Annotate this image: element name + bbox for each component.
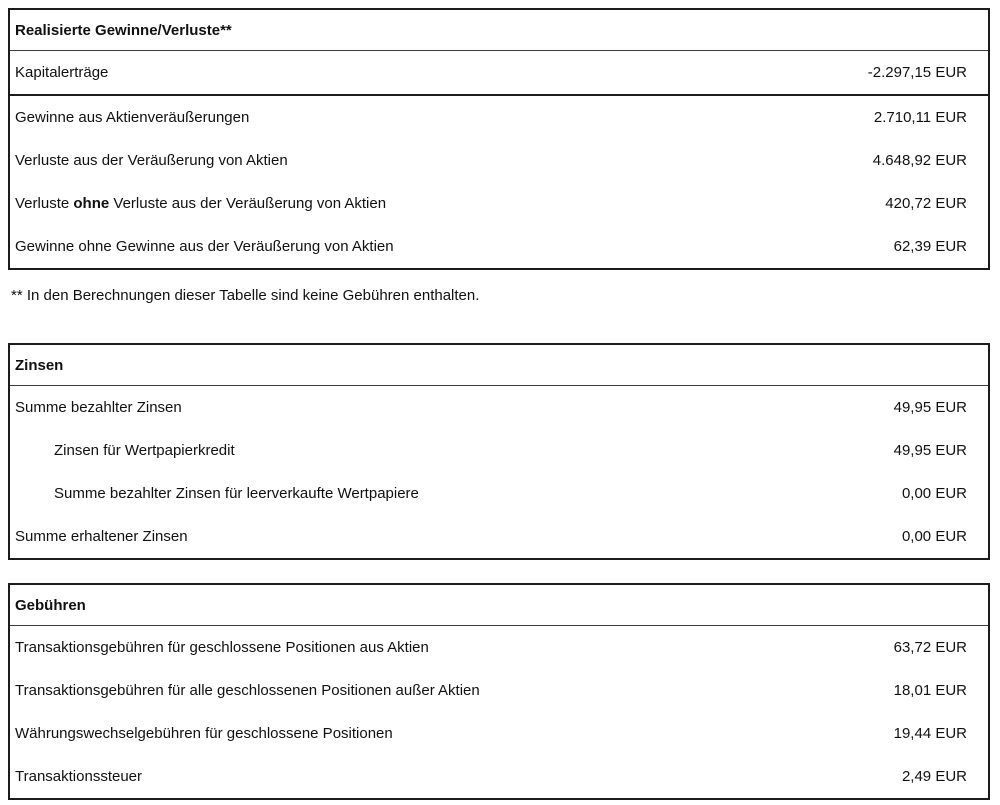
table-row-waehrungswechselgebuehren [9, 712, 989, 755]
row-label: Transaktionssteuer [15, 768, 143, 785]
row-label: Gewinne aus Aktienveräußerungen [15, 109, 250, 126]
table-row-gewinne-ohne-aktien [9, 225, 989, 269]
row-label: Kapitalerträge [9, 51, 750, 96]
row-value: 4.648,92 EUR [872, 152, 967, 169]
row-label [9, 182, 750, 225]
row-label: Währungswechselgebühren für geschlossene Positionen [15, 725, 393, 742]
row-label: Transaktionsgebühren für alle geschlossenen Positionen außer Aktien [15, 682, 480, 699]
table-row-transaktionsgebuehren-ausser-aktien [9, 669, 989, 712]
row-value: 0,00 EUR [901, 528, 967, 545]
realized-gains-losses-table [8, 8, 990, 270]
row-label: Summe bezahlter Zinsen für leerverkaufte Wertpapiere [54, 485, 419, 502]
row-value: 49,95 EUR [893, 399, 967, 416]
row-value: 18,01 EUR [893, 682, 967, 699]
row-label: Summe bezahlter Zinsen [15, 399, 182, 416]
row-label: Summe erhaltener Zinsen [15, 528, 188, 545]
row-label: Zinsen für Wertpapierkredit [54, 442, 235, 459]
table-row-gewinne-aktien [9, 95, 989, 139]
row-label: Gewinne ohne Gewinne aus der Veräußerung von Aktien [15, 238, 394, 255]
row-value: 0,00 EUR [901, 485, 967, 502]
table-row-transaktionssteuer [9, 755, 989, 799]
row-value: 19,44 EUR [893, 725, 967, 742]
table-row-kapitalertraege [9, 51, 989, 96]
row-value: 62,39 EUR [893, 238, 967, 255]
row-label-bold-part: ohne [73, 195, 110, 212]
row-label-part: Verluste aus der Veräußerung von Aktien [109, 195, 387, 212]
row-value: -2.297,15 EUR [750, 51, 989, 96]
row-label: Verluste aus der Veräußerung von Aktien [15, 152, 288, 169]
table-header-row [9, 584, 989, 626]
interest-table [8, 343, 990, 560]
table-title: Realisierte Gewinne/Verluste** [9, 9, 989, 51]
table-row-verluste-aktien [9, 139, 989, 182]
table-row-verluste-ohne-aktien [9, 182, 989, 225]
table-title: Zinsen [9, 344, 989, 386]
row-value: 2.710,11 EUR [873, 109, 967, 126]
table-title: Gebühren [9, 584, 989, 626]
table-row-zinsen-wertpapierkredit [9, 429, 989, 472]
row-label: Transaktionsgebühren für geschlossene Positionen aus Aktien [15, 639, 429, 656]
row-value: 49,95 EUR [893, 442, 967, 459]
table-row-summe-erhaltener-zinsen [9, 515, 989, 559]
row-value: 63,72 EUR [893, 639, 967, 656]
table-header-row [9, 344, 989, 386]
row-value: 420,72 EUR [885, 195, 967, 212]
fees-table [8, 583, 990, 800]
table-header-row [9, 9, 989, 51]
table-row-zinsen-leerverkauf [9, 472, 989, 515]
table-row-transaktionsgebuehren-aktien [9, 626, 989, 670]
row-value: 2,49 EUR [901, 768, 967, 785]
table-row-summe-bezahlter-zinsen [9, 386, 989, 430]
row-label-part: Verluste [15, 195, 74, 212]
table-footnote: ** In den Berechnungen dieser Tabelle sind keine Gebühren enthalten. [11, 287, 480, 304]
